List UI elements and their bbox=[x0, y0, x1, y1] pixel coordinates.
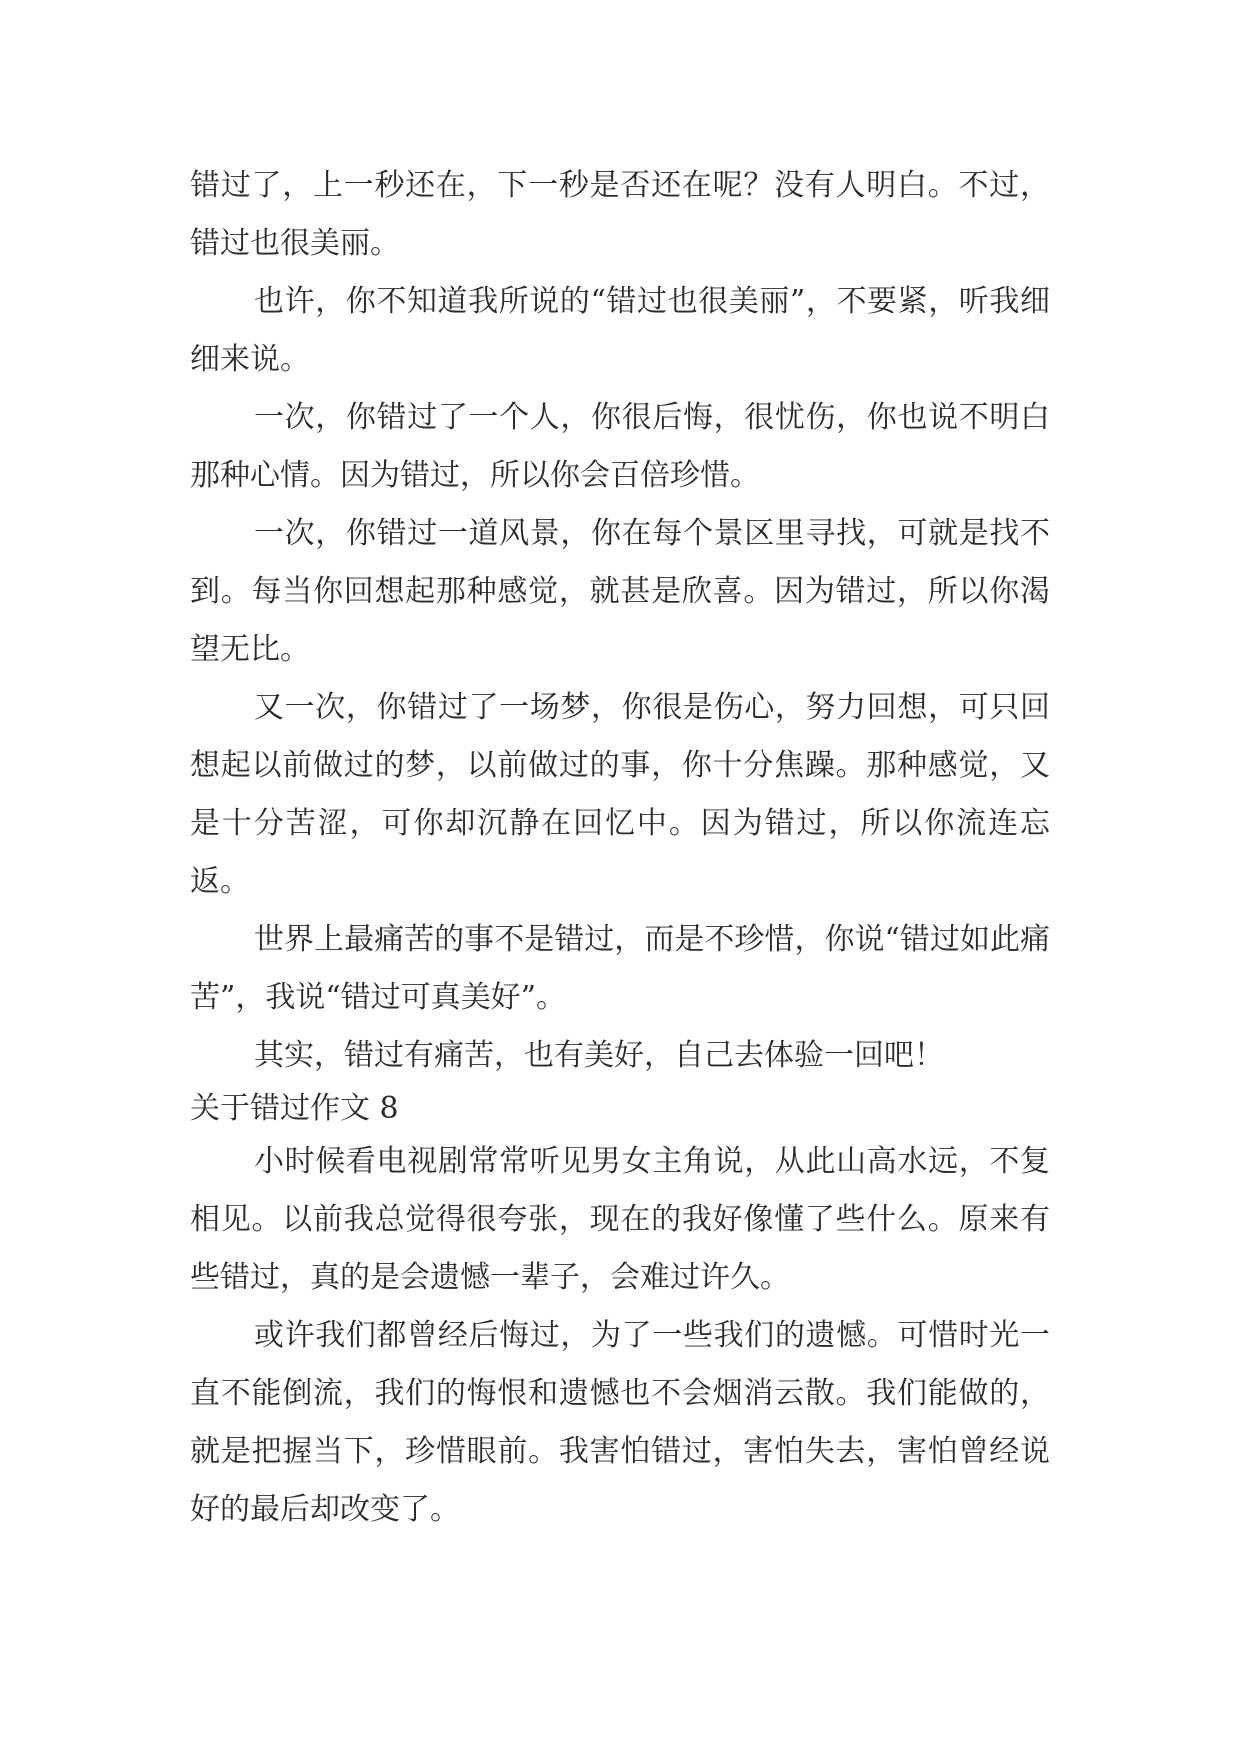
paragraph: 一次，你错过了一个人，你很后悔，很忧伤，你也说不明白那种心情。因为错过，所以你会百倍珍惜。 bbox=[190, 400, 1050, 493]
section-title: 关于错过作文 8 bbox=[190, 1091, 399, 1126]
paragraph: 其实，错过有痛苦，也有美好，自己去体验一回吧！ bbox=[254, 1038, 944, 1073]
paragraph: 一次，你错过一道风景，你在每个景区里寻找，可就是找不到。每当你回想起那种感觉，就甚是欣喜。因为错过，所以你渴望无比。 bbox=[190, 516, 1050, 667]
paragraph: 也许，你不知道我所说的“错过也很美丽”，不要紧，听我细细来说。 bbox=[190, 284, 1050, 377]
paragraph: 小时候看电视剧常常听见男女主角说，从此山高水远，不复相见。以前我总觉得很夸张，现在的我好像懂了些什么。原来有些错过，真的是会遗憾一辈子，会难过许久。 bbox=[190, 1144, 1050, 1295]
paragraph: 世界上最痛苦的事不是错过，而是不珍惜，你说“错过如此痛苦”，我说“错过可真美好”。 bbox=[190, 922, 1050, 1015]
paragraph: 又一次，你错过了一场梦，你很是伤心，努力回想，可只回想起以前做过的梦，以前做过的事，你十分焦躁。那种感觉，又是十分苦涩，可你却沉静在回忆中。因为错过，所以你流连忘返。 bbox=[190, 690, 1050, 899]
paragraph: 或许我们都曾经后悔过，为了一些我们的遗憾。可惜时光一直不能倒流，我们的悔恨和遗憾也不会烟消云散。我们能做的，就是把握当下，珍惜眼前。我害怕错过，害怕失去，害怕曾经说好的最后却改变了。 bbox=[190, 1318, 1050, 1527]
paragraph: 错过了，上一秒还在，下一秒是否还在呢？没有人明白。不过，错过也很美丽。 bbox=[190, 168, 1050, 261]
document-body bbox=[190, 157, 1050, 1539]
